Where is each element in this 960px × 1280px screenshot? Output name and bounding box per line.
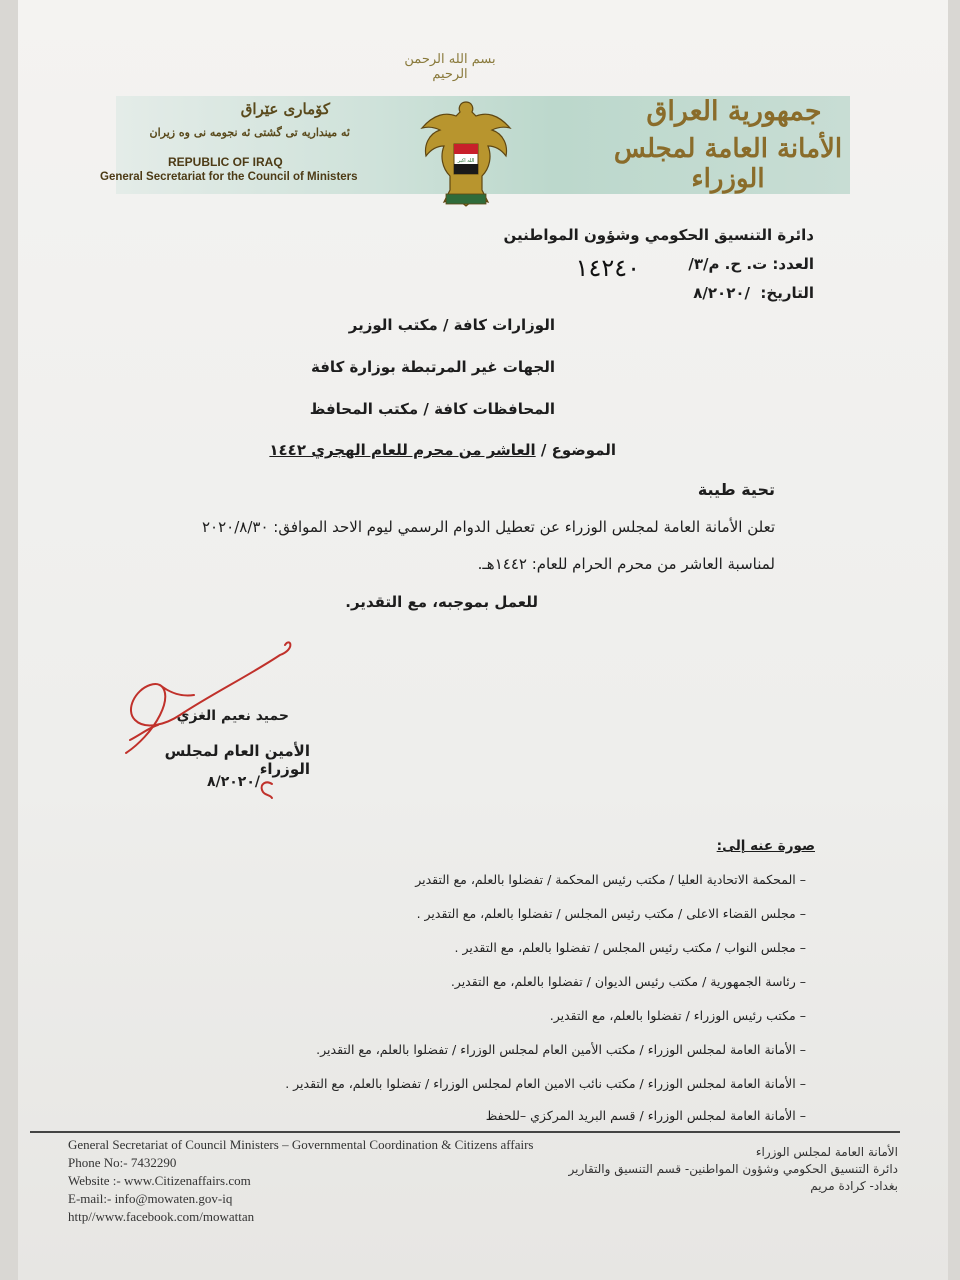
signer-title: الأمين العام لمجلس الوزراء	[164, 742, 310, 778]
basmala: بسم الله الرحمن الرحيم	[404, 52, 496, 82]
reference-number: ١٤٢٤٠	[575, 254, 640, 282]
copy-item-5	[340, 1008, 806, 1023]
footer-website: Website :- www.Citizenaffairs.com	[68, 1173, 251, 1188]
copy-item-2	[340, 906, 806, 921]
copy-item-7	[200, 1076, 806, 1091]
subject-line	[270, 441, 616, 459]
bullet-dash-icon: –	[795, 1076, 806, 1091]
footer-arabic	[480, 1144, 898, 1195]
copy-item-text: الأمانة العامة لمجلس الوزراء / مكتب الأمين العام لمجلس الوزراء / تفضلوا بالعلم، مع التقدير.	[316, 1042, 796, 1057]
recipient-1: الوزارات كافة / مكتب الوزير	[348, 316, 555, 334]
footer-phone: Phone No:- 7432290	[68, 1155, 177, 1170]
footer-en-line: General Secretariat of Council Ministers – Governmental Coordination & Citizens affairs	[68, 1137, 534, 1152]
bullet-dash-icon: –	[795, 974, 806, 989]
copy-item-8	[340, 1108, 806, 1123]
bullet-dash-icon: –	[795, 1042, 806, 1057]
bullet-dash-icon: –	[795, 940, 806, 955]
subject-label: الموضوع /	[540, 441, 616, 459]
recipient-3: المحافظات كافة / مكتب المحافظ	[309, 400, 555, 418]
copy-item-text: الأمانة العامة لمجلس الوزراء / قسم البريد المركزي –للحفظ	[485, 1108, 796, 1123]
body-line-1: تعلن الأمانة العامة لمجلس الوزراء عن تعطيل الدوام الرسمي ليوم الاحد الموافق: ٢٠٢٠/٨/٣٠	[202, 518, 775, 536]
arabic-country: جمهورية العراق	[646, 96, 822, 127]
date-day-handwritten	[256, 778, 276, 802]
copy-item-text: رئاسة الجمهورية / مكتب رئيس الديوان / تفضلوا بالعلم، مع التقدير.	[450, 974, 796, 989]
bullet-dash-icon: –	[795, 1008, 806, 1023]
bullet-dash-icon: –	[795, 1108, 806, 1123]
english-secretariat: General Secretariat for the Council of Ministers	[100, 171, 358, 183]
copy-item-text: مكتب رئيس الوزراء / تفضلوا بالعلم، مع التقدير.	[549, 1008, 796, 1023]
date-label: التاريخ:	[760, 284, 814, 302]
kurdish-title: كۆماری عێراق	[240, 100, 330, 118]
copy-item-1	[340, 872, 806, 887]
copy-item-text: مجلس القضاء الاعلى / مكتب رئيس المجلس / تفضلوا بالعلم، مع التقدير .	[416, 906, 796, 921]
arabic-secretariat: الأمانة العامة لمجلس الوزراء	[613, 134, 843, 194]
greeting: تحية طيبة	[697, 480, 775, 499]
bullet-dash-icon: –	[795, 872, 806, 887]
copy-item-6	[220, 1042, 806, 1057]
footer-ar-line: دائرة التنسيق الحكومي وشؤون المواطنين- قسم التنسيق والتقارير	[568, 1162, 898, 1176]
copy-item-4	[340, 974, 806, 989]
iraq-emblem-icon	[416, 94, 516, 216]
signer-name: حميد نعيم الغزي	[176, 708, 289, 724]
copies-title: صورة عنه إلى:	[716, 838, 815, 854]
reference-number-label: العدد: ت. ح. م/٣/	[688, 255, 814, 273]
footer-ar-line: الأمانة العامة لمجلس الوزراء	[755, 1145, 898, 1159]
department-name: دائرة التنسيق الحكومي وشؤون المواطنين	[503, 226, 814, 244]
copy-item-text: المحكمة الاتحادية العليا / مكتب رئيس المحكمة / تفضلوا بالعلم، مع التقدير	[415, 872, 796, 887]
copy-item-text: الأمانة العامة لمجلس الوزراء / مكتب نائب الامين العام لمجلس الوزراء / تفضلوا بالعلم، مع التقدير .	[285, 1076, 796, 1091]
kurdish-subtitle: ئه مینداریه تی گشتی ئه نجومه نی وه زیران	[149, 126, 350, 139]
subject-text: العاشر من محرم للعام الهجري ١٤٤٢	[269, 441, 536, 459]
footer-divider	[30, 1131, 900, 1133]
copy-item-3	[340, 940, 806, 955]
copy-item-text: مجلس النواب / مكتب رئيس المجلس / تفضلوا بالعلم، مع التقدير .	[454, 940, 796, 955]
closing-line: للعمل بموجبه، مع التقدير.	[345, 593, 538, 611]
body-line-2: لمناسبة العاشر من محرم الحرام للعام: ١٤٤٢هـ.	[477, 555, 775, 573]
footer-ar-line: بغداد- كرادة مريم	[810, 1179, 898, 1193]
recipient-2: الجهات غير المرتبطة بوزارة كافة	[311, 358, 555, 376]
footer-email: E-mail:- info@mowaten.gov-iq	[68, 1191, 233, 1206]
svg-text:الله اكبر: الله اكبر	[457, 158, 475, 164]
footer-facebook: http//www.facebook.com/mowattan	[68, 1209, 255, 1224]
english-country: REPUBLIC OF IRAQ	[168, 155, 283, 169]
signature-date: /٨/٢٠٢٠	[207, 774, 260, 790]
letter-date: /٨/٢٠٢٠	[693, 284, 750, 302]
bullet-dash-icon: –	[795, 906, 806, 921]
